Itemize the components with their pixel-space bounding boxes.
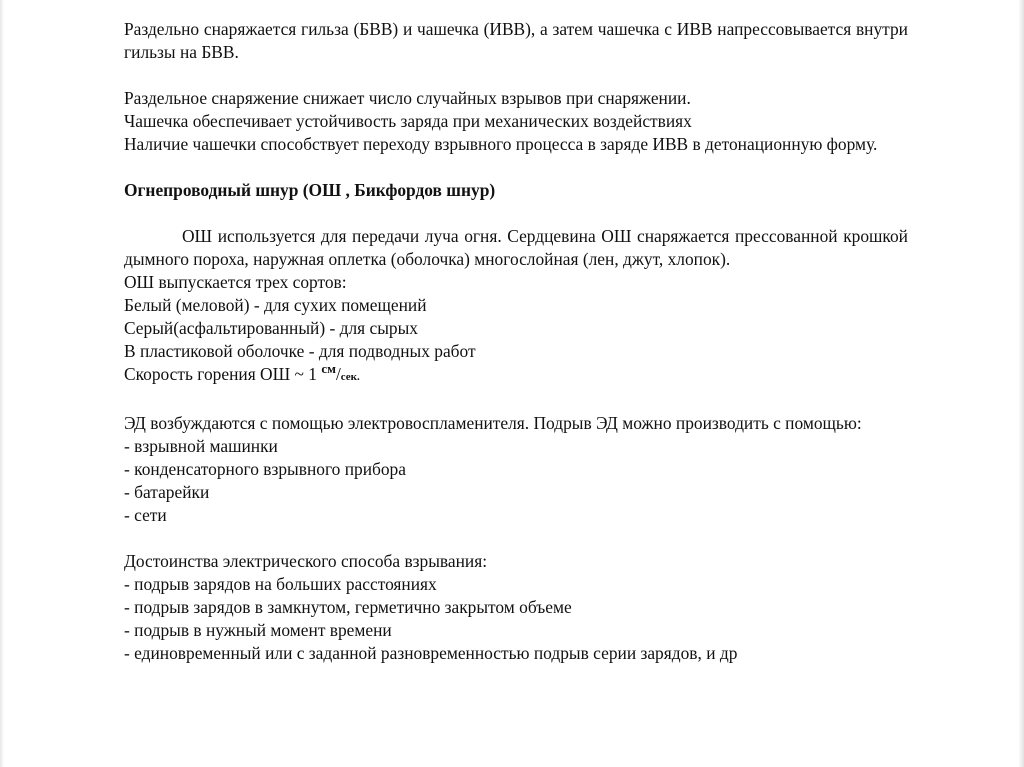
blank-line: [124, 156, 908, 179]
burn-speed-text: Скорость горения ОШ ~ 1: [124, 364, 322, 384]
paragraph-fuse-cord: ОШ используется для передачи луча огня. Сердцевина ОШ снаряжается прессованной крошкой дымного пороха, наружная оплетка (оболочка) многослойная (лен, джут, хлопок).: [124, 226, 908, 269]
section-heading-fuse-cord: Огнепроводный шнур (ОШ , Бикфордов шнур): [124, 180, 496, 200]
unit-denominator: сек: [340, 371, 358, 383]
list-item: - единовременный или с заданной разновременностью подрыв серии зарядов, и др: [124, 643, 738, 663]
blank-line: [124, 389, 908, 412]
paragraph-electric-detonator: ЭД возбуждаются с помощью электровоспламенителя. Подрыв ЭД можно производить с помощью:: [124, 413, 862, 433]
document-body: [124, 18, 908, 665]
unit-slash: /: [335, 364, 341, 384]
blank-line: [124, 527, 908, 550]
list-item: - подрыв зарядов на больших расстояниях: [124, 574, 437, 594]
list-item: Белый (меловой) - для сухих помещений: [124, 295, 427, 315]
list-item: - конденсаторного взрывного прибора: [124, 459, 406, 479]
unit-period: .: [357, 371, 360, 383]
unit-numerator: см: [321, 361, 336, 376]
list-item: - батарейки: [124, 482, 210, 502]
list-item: В пластиковой оболочке - для подводных работ: [124, 341, 476, 361]
blank-line: [124, 64, 908, 87]
text-line: Чашечка обеспечивает устойчивость заряда при механических воздействиях: [124, 111, 692, 131]
list-item: - подрыв в нужный момент времени: [124, 620, 392, 640]
section-heading-advantages: Достоинства электрического способа взрывания:: [124, 551, 488, 571]
blank-line: [124, 202, 908, 225]
paragraph-cup-assembly: Раздельно снаряжается гильза (БВВ) и чашечка (ИВВ), а затем чашечка с ИВВ напрессовывается внутри гильзы на БВВ.: [124, 19, 908, 62]
page-edge-left: [0, 0, 4, 767]
burn-speed-line: [124, 363, 908, 389]
list-item: - взрывной машинки: [124, 436, 278, 456]
page-edge-right: [1018, 0, 1024, 767]
list-item: - сети: [124, 505, 167, 525]
text-line: Раздельное снаряжение снижает число случайных взрывов при снаряжении.: [124, 88, 691, 108]
text-line: Наличие чашечки способствует переходу взрывного процесса в заряде ИВВ в детонационную форму.: [124, 134, 878, 154]
list-item: - подрыв зарядов в замкнутом, герметично закрытом объеме: [124, 597, 572, 617]
text-line: ОШ выпускается трех сортов:: [124, 272, 347, 292]
list-item: Серый(асфальтированный) - для сырых: [124, 318, 418, 338]
